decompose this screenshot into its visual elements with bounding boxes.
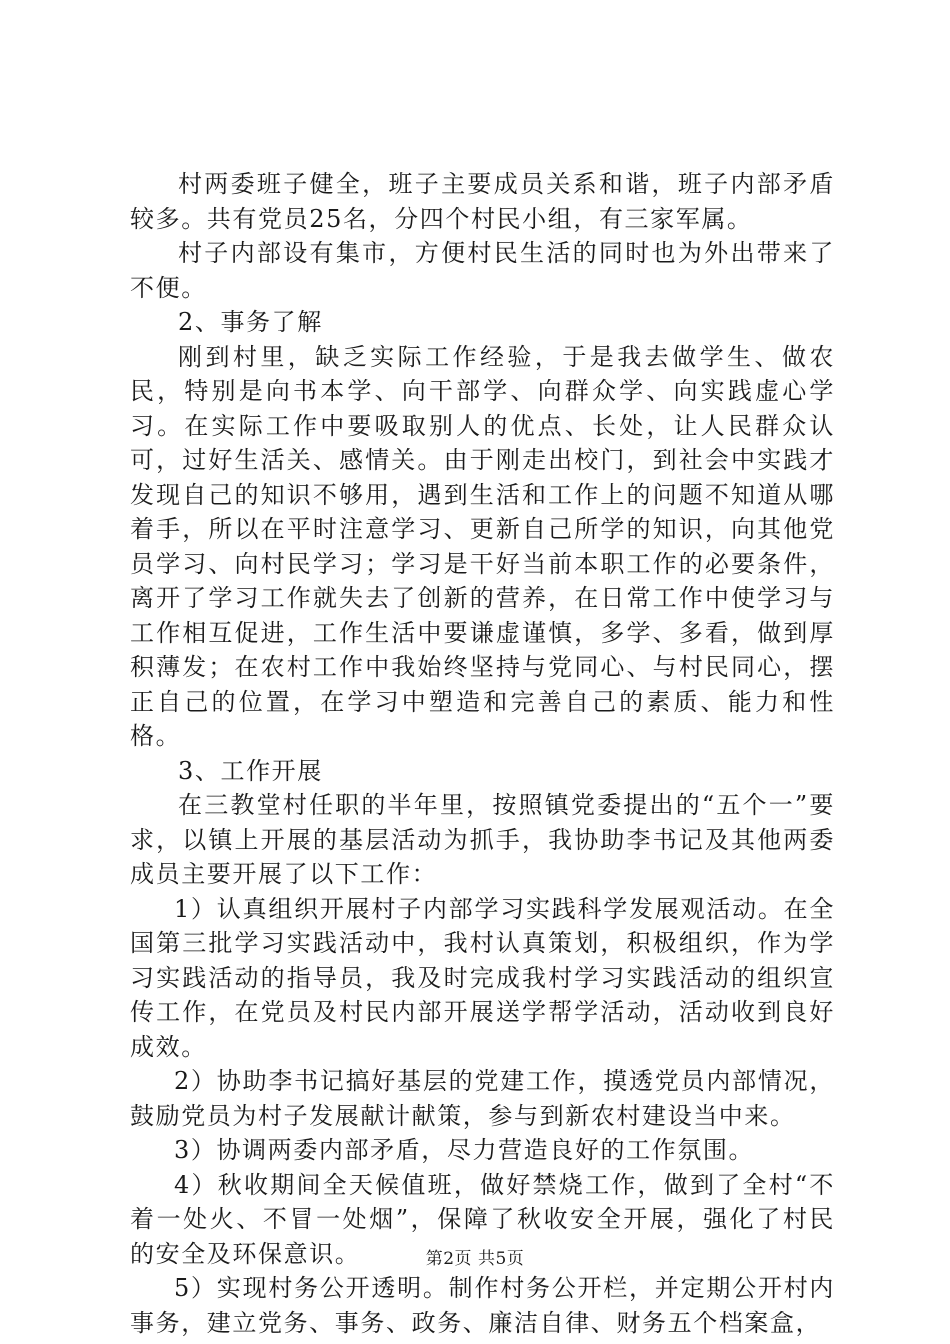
section-heading-affairs: 2、事务了解: [178, 308, 323, 336]
page-number-footer: 第2页 共5页: [425, 1249, 525, 1269]
document-body: [130, 167, 835, 1340]
list-item-5: 5）实现村务公开透明。制作村务公开栏，并定期公开村内事务，建立党务、事务、政务、廉洁自律、财务五个档案盒，: [130, 1274, 835, 1337]
list-item-4: 4）秋收期间全天候值班，做好禁烧工作，做到了全村“不着一处火、不冒一处烟”，保障了秋收安全开展，强化了村民的安全及环保意识。: [130, 1170, 835, 1268]
paragraph-learning: 刚到村里，缺乏实际工作经验，于是我去做学生、做农民，特别是向书本学、向干部学、向群众学、向实践虚心学习。在实际工作中要吸取别人的优点、长处，让人民群众认可，过好生活关、感情关。由于刚走出校门，到社会中实践才发现自己的知识不够用，遇到生活和工作上的问题不知道从哪着手，所以在平时注意学习、更新自己所学的知识，向其他党员学习、向村民学习；学习是干好当前本职工作的必要条件，离开了学习工作就失去了创新的营养，在日常工作中使学习与工作相互促进，工作生活中要谦虚谨慎，多学、多看，做到厚积薄发；在农村工作中我始终坚持与党同心、与村民同心，摆正自己的位置，在学习中塑造和完善自己的素质、能力和性格。: [130, 342, 835, 750]
section-heading-work: 3、工作开展: [178, 756, 323, 785]
paragraph-committee: 村两委班子健全，班子主要成员关系和谐，班子内部矛盾较多。共有党员25名，分四个村民小组，有三家军属。: [130, 170, 835, 233]
list-item-3: 3）协调两委内部矛盾，尽力营造良好的工作氛围。: [174, 1136, 755, 1164]
list-item-2: 2）协助李书记搞好基层的党建工作，摸透党员内部情况，鼓励党员为村子发展献计献策，参与到新农村建设当中来。: [130, 1067, 835, 1130]
paragraph-market: 村子内部设有集市，方便村民生活的同时也为外出带来了不便。: [130, 239, 835, 302]
paragraph-work-intro: 在三教堂村任职的半年里，按照镇党委提出的“五个一”要求，以镇上开展的基层活动为抓手，我协助李书记及其他两委成员主要开展了以下工作：: [130, 791, 835, 888]
list-item-1: 1）认真组织开展村子内部学习实践科学发展观活动。在全国第三批学习实践活动中，我村认真策划，积极组织，作为学习实践活动的指导员，我及时完成我村学习实践活动的组织宣传工作，在党员及村民内部开展送学帮学活动，活动收到良好成效。: [130, 894, 835, 1061]
